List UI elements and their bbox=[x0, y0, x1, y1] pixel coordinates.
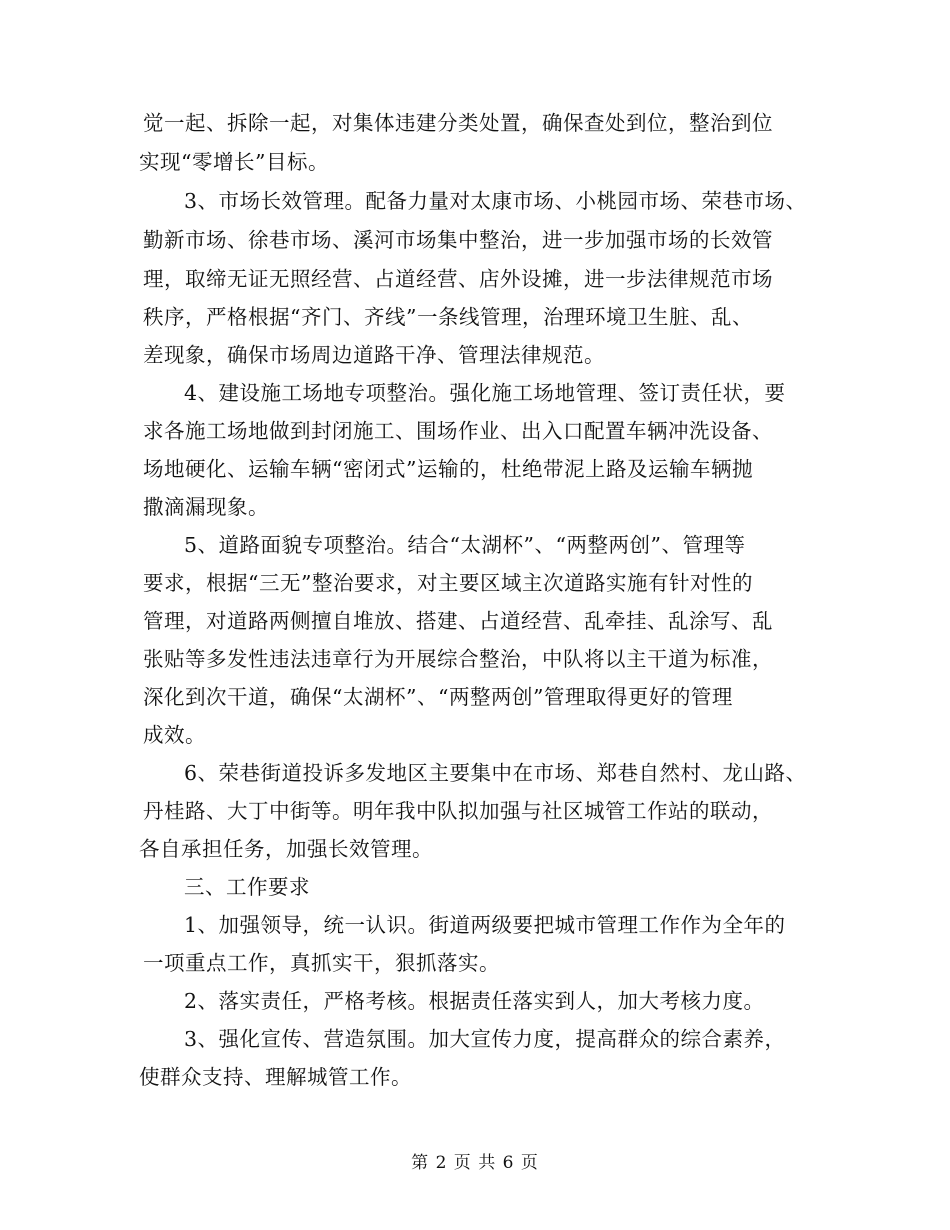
text-line: 各自承担任务，加强长效管理。 bbox=[139, 837, 433, 861]
text-line: 秩序，严格根据“齐门、齐线”一条线管理，治理环境卫生脏、乱、 bbox=[143, 305, 753, 329]
text-line: 要求，根据“三无”整治要求，对主要区域主次道路实施有针对性的 bbox=[143, 571, 753, 595]
section-heading: 三、工作要求 bbox=[184, 875, 310, 899]
text-line: 深化到次干道，确保“太湖杯”、“两整两创”管理取得更好的管理 bbox=[143, 685, 733, 709]
text-line: 5、道路面貌专项整治。结合“太湖杯”、“两整两创”、管理等 bbox=[184, 533, 746, 557]
text-line: 差现象，确保市场周边道路干净、管理法律规范。 bbox=[143, 343, 605, 367]
text-line: 勤新市场、徐巷市场、溪河市场集中整治，进一步加强市场的长效管 bbox=[143, 228, 773, 252]
text-line: 3、市场长效管理。配备力量对太康市场、小桃园市场、荣巷市场、 bbox=[184, 189, 807, 213]
text-line: 使群众支持、理解城管工作。 bbox=[139, 1065, 412, 1089]
text-line: 4、建设施工场地专项整治。强化施工场地管理、签订责任状，要 bbox=[184, 381, 786, 405]
text-line: 张贴等多发性违法违章行为开展综合整治，中队将以主干道为标准， bbox=[143, 647, 773, 671]
text-line: 撒滴漏现象。 bbox=[143, 495, 269, 519]
text-line: 3、强化宣传、营造氛围。加大宣传力度，提高群众的综合素养， bbox=[184, 1027, 786, 1051]
text-line: 场地硬化、运输车辆“密闭式”运输的，杜绝带泥上路及运输车辆抛 bbox=[143, 457, 753, 481]
text-line: 丹桂路、大丁中街等。明年我中队拟加强与社区城管工作站的联动， bbox=[143, 799, 773, 823]
text-line: 一项重点工作，真抓实干，狠抓落实。 bbox=[143, 951, 500, 975]
text-line: 2、落实责任，严格考核。根据责任落实到人，加大考核力度。 bbox=[184, 989, 765, 1013]
text-line: 管理，对道路两侧擅自堆放、搭建、占道经营、乱牵挂、乱涂写、乱 bbox=[143, 609, 773, 633]
text-line: 觉一起、拆除一起，对集体违建分类处置，确保查处到位，整治到位 bbox=[143, 111, 773, 135]
text-line: 6、荣巷街道投诉多发地区主要集中在市场、郑巷自然村、龙山路、 bbox=[184, 761, 807, 785]
page-number-footer: 第 2 页 共 6 页 bbox=[411, 1153, 539, 1173]
text-line: 求各施工场地做到封闭施工、围场作业、出入口配置车辆冲洗设备、 bbox=[143, 419, 773, 443]
text-line: 1、加强领导，统一认识。街道两级要把城市管理工作作为全年的 bbox=[184, 913, 786, 937]
text-line: 成效。 bbox=[143, 723, 206, 747]
text-line: 理，取缔无证无照经营、占道经营、店外设摊，进一步法律规范市场 bbox=[143, 267, 773, 291]
text-line: 实现“零增长”目标。 bbox=[139, 150, 329, 174]
